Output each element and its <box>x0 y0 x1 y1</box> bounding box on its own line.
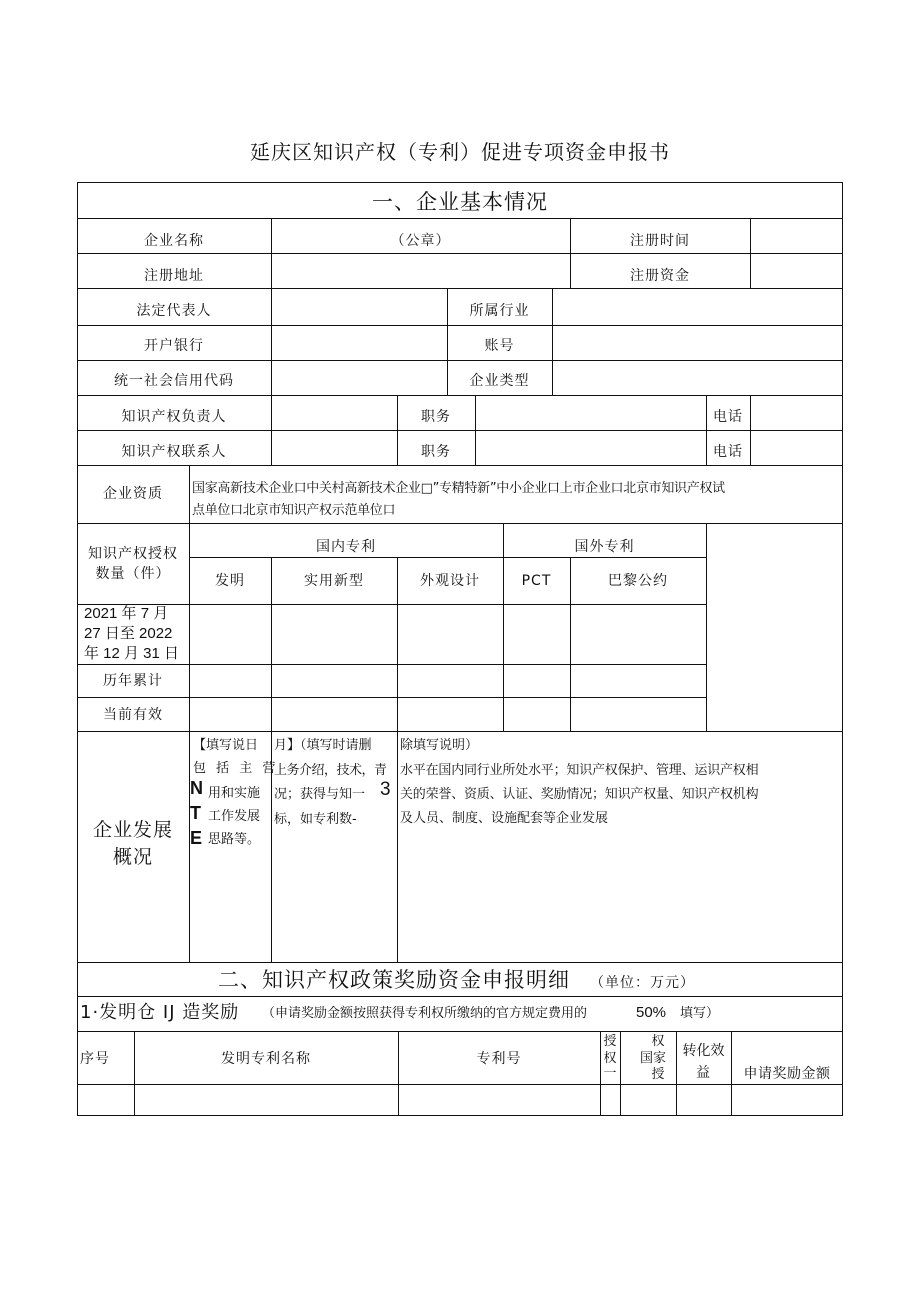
col-benefit: 益 <box>696 1065 711 1081</box>
rule <box>750 395 751 465</box>
bank-label: 开户银行 <box>144 338 204 354</box>
grants-label-unit: 数量（件） <box>95 566 171 582</box>
rule <box>77 996 843 997</box>
sub-note-end: 填写） <box>680 1006 720 1021</box>
dev-text: E <box>190 828 204 848</box>
sub-heading: 1·发明仓 IJ 造奖励 <box>80 1002 240 1023</box>
company-name-label: 企业名称 <box>144 233 204 249</box>
rule <box>77 360 843 361</box>
qualification-label: 企业资质 <box>103 486 163 502</box>
valid-label: 当前有效 <box>103 707 163 723</box>
dev-text: 【填写说日 <box>193 738 259 753</box>
rule <box>271 395 272 465</box>
reg-time-label: 注册时间 <box>630 233 690 249</box>
rule <box>134 1031 135 1116</box>
col-benefit: 转化效 <box>682 1043 725 1059</box>
sub-pct: 50% <box>636 1004 667 1021</box>
domestic-header: 国内专利 <box>316 539 376 555</box>
col-patent-name: 发明专利名称 <box>221 1051 311 1067</box>
dev-text: 包 括 主 营 <box>193 761 279 776</box>
rule <box>77 664 706 665</box>
rule <box>475 395 476 465</box>
col-paris: 巴黎公约 <box>608 573 668 589</box>
dev-text: 水平在国内同行业所处水平；知识产权保护、管理、运识产权相 <box>400 763 759 778</box>
col-utility: 实用新型 <box>304 573 364 589</box>
rule <box>77 523 843 524</box>
industry-label: 所属行业 <box>469 303 530 319</box>
dev-text: 上务介绍，技术，青 <box>274 763 387 778</box>
rule <box>77 430 843 431</box>
company-type-label: 企业类型 <box>469 373 530 389</box>
rule <box>77 1031 843 1032</box>
col-invention: 发明 <box>215 573 245 589</box>
dev-text: 及人员、制度、设施配套等企业发展 <box>400 811 609 826</box>
col-patent-no: 专利号 <box>476 1051 522 1067</box>
dev-text: 用和实施 <box>208 786 261 801</box>
dev-text: 月】（填写时请删 <box>274 738 372 753</box>
development-label-2: 概况 <box>112 846 153 868</box>
rule <box>397 731 398 962</box>
rule <box>77 218 843 219</box>
rule <box>552 288 553 395</box>
rule <box>271 218 272 288</box>
rule <box>620 1031 621 1116</box>
rule <box>77 395 843 396</box>
rule <box>77 604 706 605</box>
document-title: 延庆区知识产权（专利）促进专项资金申报书 <box>250 140 670 164</box>
dev-text: 思路等。 <box>208 832 261 847</box>
col-country: 国家 <box>639 1051 666 1066</box>
period-label-2: 27 日至 2022 <box>84 625 173 642</box>
rule <box>750 218 751 288</box>
period-label: 2021 年 7 月 <box>84 605 169 622</box>
col-seq: 序号 <box>80 1051 110 1067</box>
cumulative-label: 历年累计 <box>103 673 163 689</box>
unit-note: （单位：万元） <box>590 975 695 991</box>
rule <box>706 523 707 731</box>
rule <box>77 1084 843 1085</box>
ip-contact-label: 知识产权联系人 <box>121 444 227 460</box>
rule <box>77 962 843 963</box>
position-label: 职务 <box>421 409 451 425</box>
qualification-options: 国家高新技术企业口中关村高新技术企业□”专精特新”中小企业口上市企业口北京市知识产权试 <box>192 481 725 496</box>
col-design: 外观设计 <box>420 573 480 589</box>
dev-text: 关的荣誉、资质、认证、奖励情况；知识产权量、知识产权机构 <box>400 787 759 802</box>
ip-head-label: 知识产权负责人 <box>121 409 227 425</box>
dev-text: T <box>190 803 202 823</box>
dev-text: N <box>190 778 204 798</box>
dev-text: 3 <box>380 779 392 800</box>
account-label: 账号 <box>484 338 515 354</box>
col-pct: PCT <box>521 573 552 589</box>
dev-text: 工作发展 <box>208 809 261 824</box>
rule <box>77 325 843 326</box>
rule <box>190 557 706 558</box>
col-authorized: 权 <box>603 1051 617 1066</box>
credit-code-label: 统一社会信用代码 <box>114 373 234 389</box>
phone-label: 电话 <box>713 444 743 460</box>
section-heading: 一、企业基本情况 <box>372 190 548 214</box>
col-authorized: 授 <box>603 1034 617 1049</box>
dev-text: 况；获得与知一 <box>274 787 366 802</box>
rule <box>77 731 843 732</box>
phone-label: 电话 <box>713 409 743 425</box>
reg-capital-label: 注册资金 <box>630 268 690 284</box>
grants-label: 知识产权授权 <box>88 546 178 562</box>
rule <box>77 253 843 254</box>
dev-text: 除填写说明） <box>400 738 479 753</box>
rule <box>77 288 843 289</box>
qualification-options-cont: 点单位口北京市知识产权示范单位口 <box>192 503 396 518</box>
section-heading: 二、知识产权政策奖励资金申报明细 <box>218 968 570 992</box>
col-authorized: 一 <box>603 1066 617 1081</box>
rule <box>271 288 272 395</box>
col-amount: 申请奖励金额 <box>743 1066 831 1082</box>
development-label: 企业发展 <box>92 819 173 841</box>
rule <box>77 697 706 698</box>
rule <box>398 1031 399 1116</box>
seal-hint: （公章） <box>390 233 451 249</box>
legal-rep-label: 法定代表人 <box>136 303 212 319</box>
reg-address-label: 注册地址 <box>144 268 204 284</box>
dev-text: 标，如专利数- <box>274 812 357 827</box>
col-country: 权 <box>651 1034 665 1049</box>
position-label: 职务 <box>421 444 451 460</box>
col-country: 授 <box>651 1067 665 1082</box>
period-label-3: 年 12 月 31 日 <box>84 645 180 662</box>
sub-note: （申请奖励金额按照获得专利权所缴纳的官方规定费用的 <box>262 1006 588 1021</box>
rule <box>77 465 843 466</box>
foreign-header: 国外专利 <box>574 539 635 555</box>
